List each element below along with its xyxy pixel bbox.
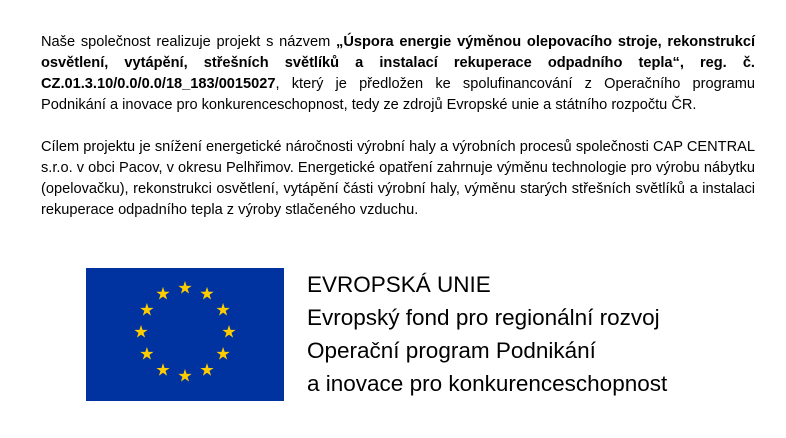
project-goal-paragraph	[41, 137, 755, 221]
goal-text: Cílem projektu je snížení energetické náročnosti výrobní haly a výrobních procesů společnosti CAP CENTRAL s.r.o. v obci Pacov, v okresu Pelhřimov. Energetické opatření zahrnuje výměnu technologie pro výrobu nábytku (opelovačku), rekonstrukci osvětlení, vytápění části výrobní haly, výměnu starých střešních světlíků a instalaci rekuperace odpadního tepla z výroby stlačeného vzduchu.	[41, 139, 755, 218]
project-name: „Úspora energie výměnou olepovacího stroje, rekonstrukcí osvětlení, vytápění, střešních světlíků a instalací rekuperace odpadního tepla“, reg. č. CZ.01.3.10/0.0/0.0/18_183/0015027	[41, 34, 755, 92]
programme-name-line1: Operační program Podnikání	[307, 338, 596, 363]
eu-flag-icon	[86, 268, 284, 401]
intro-text: Naše společnost realizuje projekt s názvem	[41, 34, 337, 50]
eu-logo-text	[307, 268, 667, 400]
fund-name: Evropský fond pro regionální rozvoj	[307, 305, 660, 330]
eu-title: EVROPSKÁ UNIE	[307, 272, 491, 297]
project-intro-paragraph	[41, 32, 755, 116]
programme-name-line2: a inovace pro konkurenceschopnost	[307, 371, 668, 396]
funding-text: , který je předložen ke spolufinancování z Operačního programu Podnikání a inovace pro konkurenceschopnost, tedy ze zdrojů Evropské unie a státního rozpočtu ČR.	[41, 76, 755, 113]
